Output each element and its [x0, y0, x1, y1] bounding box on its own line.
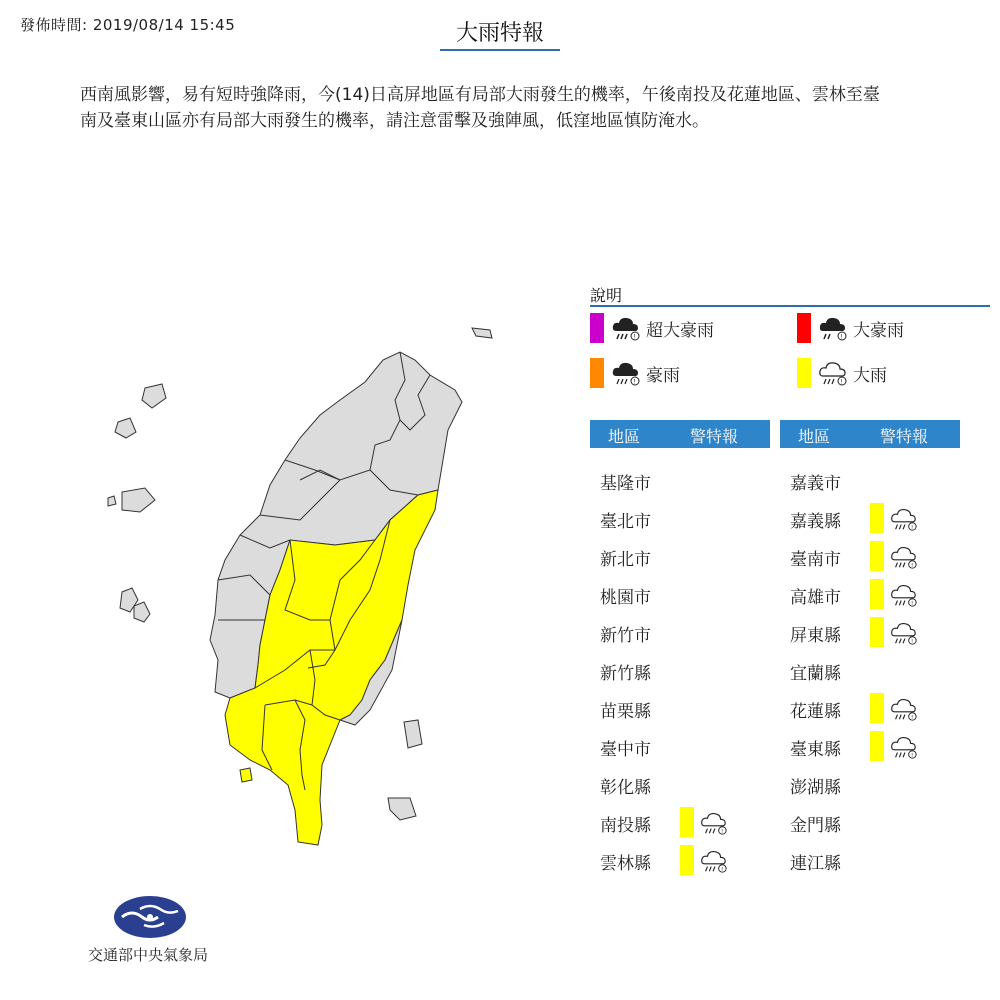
light-rain-icon [698, 847, 730, 880]
county-name: 新竹縣 [600, 664, 651, 684]
county-name: 新竹市 [600, 626, 651, 646]
county-row [590, 541, 760, 571]
county-row [780, 579, 950, 609]
svg-text:!: ! [911, 638, 914, 645]
header-warning: 警特報 [690, 427, 739, 446]
county-row [780, 617, 950, 647]
svg-text:!: ! [840, 333, 843, 341]
warning-level-bar [680, 845, 694, 875]
county-row [780, 465, 950, 495]
svg-text:!: ! [911, 600, 914, 607]
county-row [590, 579, 760, 609]
svg-text:!: ! [721, 866, 724, 873]
county-name: 雲林縣 [600, 854, 651, 874]
svg-text:!: ! [633, 333, 636, 341]
warning-level-bar [680, 807, 694, 837]
legend-item-torrential [590, 358, 680, 388]
dark-rain-icon [817, 313, 849, 343]
legend-swatch [797, 358, 811, 388]
county-name: 苗栗縣 [600, 702, 651, 722]
dark-rain-icon [610, 358, 642, 388]
legend-title: 說明 [590, 286, 623, 305]
organization-name: 交通部中央氣象局 [88, 946, 209, 964]
county-name: 臺中市 [600, 740, 651, 760]
dark-rain-icon [610, 313, 642, 343]
light-rain-icon [888, 733, 920, 766]
warning-description: 西南風影響，易有短時強降雨，今(14)日高屏地區有局部大雨發生的機率，午後南投及花蓮地區、雲林至臺南及臺東山區亦有局部大雨發生的機率，請注意雷擊及強陣風，低窪地區慎防淹水。 [80, 85, 880, 131]
county-name: 宜蘭縣 [790, 664, 841, 684]
legend-label: 大豪雨 [853, 320, 904, 341]
county-row [590, 731, 760, 761]
county-name: 金門縣 [790, 816, 841, 836]
svg-text:!: ! [911, 714, 914, 721]
county-row [590, 693, 760, 723]
warning-level-bar [870, 731, 884, 761]
county-row [590, 503, 760, 533]
warning-level-bar [870, 693, 884, 723]
county-name: 基隆市 [600, 474, 651, 494]
county-name: 彰化縣 [600, 778, 651, 798]
light-rain-icon [888, 695, 920, 728]
legend-swatch [797, 313, 811, 343]
legend-label: 超大豪雨 [646, 320, 714, 341]
county-name: 澎湖縣 [790, 778, 841, 798]
county-row [780, 769, 950, 799]
issue-time: 發佈時間: 2019/08/14 15:45 [20, 16, 236, 34]
light-rain-icon [888, 505, 920, 538]
county-name: 高雄市 [790, 588, 841, 608]
county-row [780, 693, 950, 723]
warning-level-bar [870, 503, 884, 533]
county-name: 臺南市 [790, 550, 841, 570]
county-name: 臺北市 [600, 512, 651, 532]
legend-label: 大雨 [853, 365, 887, 386]
legend-swatch [590, 313, 604, 343]
light-rain-icon [888, 619, 920, 652]
legend-item-super-torrential [590, 313, 714, 343]
county-name: 嘉義縣 [790, 512, 841, 532]
legend-label: 豪雨 [646, 365, 680, 386]
svg-text:!: ! [911, 562, 914, 569]
warning-level-bar [870, 617, 884, 647]
svg-text:!: ! [633, 378, 636, 386]
county-row [590, 845, 760, 875]
header-warning: 警特報 [880, 427, 929, 446]
county-row [780, 655, 950, 685]
legend-swatch [590, 358, 604, 388]
warning-level-bar [870, 541, 884, 571]
taiwan-warning-map [100, 320, 520, 860]
map-penghu [120, 588, 150, 622]
county-row [590, 465, 760, 495]
legend-divider [590, 305, 990, 307]
county-name: 嘉義市 [790, 474, 841, 494]
county-row [780, 541, 950, 571]
county-name: 桃園市 [600, 588, 651, 608]
svg-text:!: ! [721, 828, 724, 835]
county-name: 花蓮縣 [790, 702, 841, 722]
svg-text:!: ! [911, 524, 914, 531]
county-name: 臺東縣 [790, 740, 841, 760]
county-row [590, 655, 760, 685]
county-row [590, 807, 760, 837]
header-region: 地區 [608, 427, 641, 446]
svg-text:!: ! [911, 752, 914, 759]
county-name: 南投縣 [600, 816, 651, 836]
table-header-left [590, 420, 770, 448]
light-rain-icon [817, 358, 849, 388]
legend-item-extremely-heavy [797, 313, 904, 343]
county-row [780, 807, 950, 837]
county-name: 屏東縣 [790, 626, 841, 646]
county-row [780, 731, 950, 761]
warning-level-bar [870, 579, 884, 609]
light-rain-icon [888, 543, 920, 576]
page-title: 大雨特報 [440, 16, 560, 51]
county-row [780, 845, 950, 875]
county-row [780, 503, 950, 533]
county-row [590, 617, 760, 647]
county-row [590, 769, 760, 799]
svg-text:!: ! [840, 378, 843, 386]
county-name: 新北市 [600, 550, 651, 570]
light-rain-icon [888, 581, 920, 614]
table-header-right [780, 420, 960, 448]
light-rain-icon [698, 809, 730, 842]
county-name: 連江縣 [790, 854, 841, 874]
header-region: 地區 [798, 427, 831, 446]
cwb-logo [110, 895, 190, 939]
legend-item-heavy-rain [797, 358, 887, 388]
